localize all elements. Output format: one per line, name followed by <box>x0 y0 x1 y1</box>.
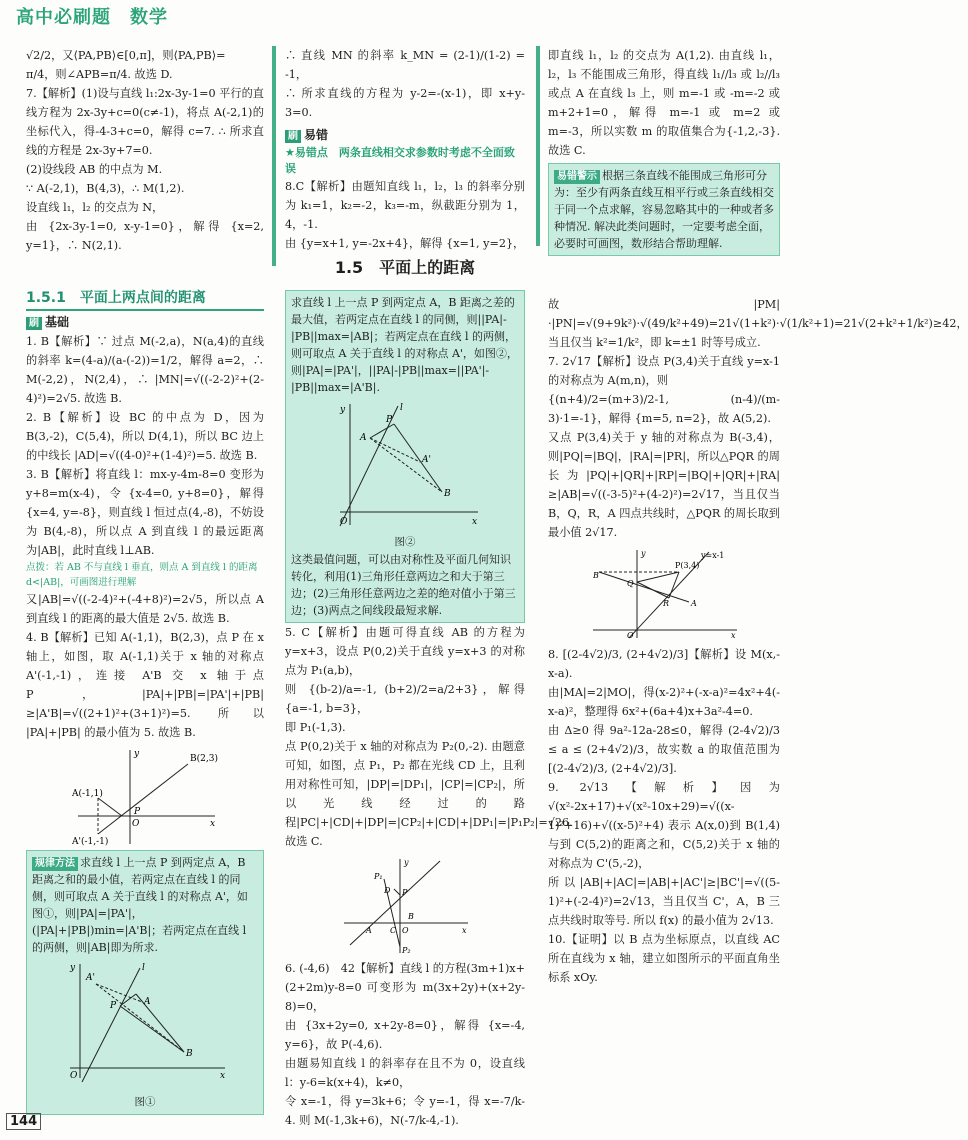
text-line: √2/2，又⟨PA,PB⟩∈[0,π]，则⟨PA,PB⟩= <box>26 49 226 62</box>
answer-6c: 由题易知直线 l 的斜率存在且不为 0，设直线 l：y-6=k(x+4)，k≠0， <box>285 1057 525 1089</box>
label-l: l <box>400 403 403 413</box>
label-a-prime: A' <box>86 973 95 983</box>
label-o: O <box>402 926 409 935</box>
label-y: y <box>404 858 409 867</box>
page-header-title: 高中必刷题 数学 <box>16 7 168 28</box>
label-p1: P₁ <box>374 872 383 881</box>
text-line: (2)设线段 AB 的中点为 M. <box>26 163 163 176</box>
label-o: O <box>340 517 348 527</box>
answer-6-cont: 故|PM|·|PN|=√(9+9k²)·√(49/k²+49)=21√(1+k²)·√(1/k²+1)=21√(2+k²+1/k²)≥42，当且仅当 k²=1/k²，即 k=±1 时等号成立. <box>548 298 968 349</box>
error-heading <box>285 126 525 145</box>
answer-7b: {(n+4)/2=(m+3)/2-1, (n-4)/(m-3)·1=-1}，解得 {m=5, n=2}，故 A(5,2). <box>548 393 780 425</box>
label-p: P <box>134 807 141 817</box>
text-line: ∴ 所求直线的方程为 y-2=-(x-1)，即 x+y-3=0. <box>285 87 525 119</box>
answer-5: 5. C【解析】由题可得直线 AB 的方程为 y=x+3，设点 P(0,2)关于直线 y=x+3 的对称点为 P₁(a,b)， <box>285 626 525 677</box>
column-left <box>26 46 264 1115</box>
basics-heading <box>26 313 264 332</box>
answer-3b: 又|AB|=√((-2-4)²+(-4+8)²)=2√5，所以点 A 到直线 l 的距离的最大值是 2√5. 故选 B. <box>26 593 264 625</box>
answer-7c: 又点 P(3,4)关于 y 轴的对称点为 B(-3,4)，则|PQ|=|BQ|，|RA|=|PR|，所以△PQR 的周长为|PQ|+|QR|+|RP|=|BQ|+|QR|+|RA|≥|AB|=√((-3-5)²+(4-2)²)=2√17，当且仅当 B，Q，R，A 四点共线时，△PQR 的周长取到最小值 2√17. <box>548 431 780 539</box>
figure-5 <box>340 855 470 955</box>
text-line: ∵ A(-2,1)，B(4,3)，∴ M(1,2). <box>26 182 185 195</box>
label-p2: P₂ <box>402 946 411 955</box>
method-box-continued <box>285 290 525 623</box>
answer-7: 7. 2√17【解析】设点 P(3,4)关于直线 y=x-1 的对称点为 A(m,n)，则 <box>548 355 780 387</box>
label-a: A <box>144 997 151 1007</box>
label-p: P <box>386 415 393 425</box>
label-a: A <box>366 926 372 935</box>
answer-8b: 由 {y=x+1, y=-2x+4}，解得 {x=1, y=2}， <box>285 237 525 250</box>
label-a-prime: A'(-1,-1) <box>72 837 109 847</box>
warning-text: 根据三条直线不能围成三角形可分为：至少有两条直线互相平行或三条直线相交于同一个点求解，容易忽略其中的一种或者多种情况. 解决此类问题时，一定要考虑全面，必要时可画图，数形结合帮助理解. <box>554 169 774 250</box>
figure-q4 <box>70 746 220 846</box>
label-b: B(2,3) <box>190 754 218 764</box>
figure-2 <box>330 400 480 530</box>
label-a: A(-1,1) <box>72 789 103 799</box>
label-b: B <box>408 912 414 921</box>
label-o: O <box>627 631 634 640</box>
label-a-prime: A' <box>422 455 431 465</box>
figure-1 <box>60 960 230 1090</box>
label-o: O <box>132 819 140 829</box>
answer-6d: 令 x=-1，得 y=3k+6；令 y=-1，得 x=-7/k-4. 则 M(-1,3k+6)，N(-7/k-4,-1). <box>285 1095 525 1127</box>
method-text: 求直线 l 上一点 P 到两定点 A，B 距离之和的最小值，若两定点在直线 l 的同侧，则可取点 A 关于直线 l 的对称点 A'，如图①，则|PA|=|PA'|，(|PA|+|PB|)min=|A'B|；若两定点在直线 l 的两侧，则|AB|即为所求. <box>32 856 248 954</box>
answer-2: 2. B【解析】设 BC 的中点为 D，因为 B(3,-2)，C(5,4)，所以 D(4,1)，所以 BC 边上的中线长 |AD|=√((4-0)²+(1-4)²)=5. 故选 B. <box>26 411 264 462</box>
figure-2-caption: 图② <box>394 536 416 548</box>
figure-1-caption: 图① <box>134 1096 156 1108</box>
column-middle <box>285 46 525 253</box>
label-x: x <box>462 926 467 935</box>
error-point: ★易错点 两条直线相交求参数时考虑不全面致误 <box>285 146 515 175</box>
warning-label: 易错警示 <box>554 170 600 184</box>
answer-10: 10.【证明】以 B 点为坐标原点，以直线 AC 所在直线为 x 轴，建立如图所示的平面直角坐标系 xOy. <box>548 933 780 984</box>
answer-3: 3. B【解析】将直线 l：mx-y-4m-8=0 变形为 y+8=m(x-4)，令 {x-4=0, y+8=0}，解得 {x=4, y=-8}，则直线 l 恒过点(4,-8)，不妨设为 B(4,-8)，所以点 A 到直线 l 的最远距离为|AB|，此时直线 l⊥AB. <box>26 468 264 557</box>
basics-badge: 刷 <box>26 317 42 330</box>
column-middle-lower <box>285 290 573 1130</box>
label-line: y=x-1 <box>701 551 725 560</box>
subsection-title: 1.5.1 平面上两点间的距离 <box>26 289 264 311</box>
label-a: A <box>360 433 367 443</box>
label-b: B <box>593 571 599 580</box>
label-b: B <box>444 489 451 499</box>
column-right <box>548 46 780 256</box>
method-label: 规律方法 <box>32 857 78 871</box>
text-line: ∴ 直线 MN 的斜率 k_MN = (2-1)/(1-2) = -1， <box>285 49 525 81</box>
label-y: y <box>134 749 140 759</box>
page-number-text: 144 <box>6 1113 41 1130</box>
label-r: R <box>663 599 670 608</box>
answer-5d: 点 P(0,2)关于 x 轴的对称点为 P₂(0,-2). 由题意可知，如图，点 P₁，P₂ 都在光线 CD 上，且利用对称性可知，|DP|=|DP₁|，|CP|=|CP₂|，所以光线经过的路程|PC|+|CD|+|DP|=|CP₂|+|CD|+|DP₁|=|P₁P₂|=√26. 故选 C. <box>285 740 573 848</box>
page-number <box>6 1112 41 1131</box>
label-b: B <box>186 1049 193 1059</box>
divider-right <box>536 46 540 246</box>
answer-5b: 则 {(b-2)/a=-1, (b+2)/2=a/2+3}，解得 {a=-1, b=3}， <box>285 683 525 715</box>
column-right-lower <box>548 295 968 987</box>
label-o: O <box>70 1071 78 1081</box>
label-p: P(3,4) <box>675 561 700 570</box>
label-y: y <box>70 963 76 973</box>
section-title: 1.5 平面上的距离 <box>334 258 476 277</box>
label-p: P <box>110 1001 117 1011</box>
label-x: x <box>472 517 478 527</box>
method-continued-text: 求直线 l 上一点 P 到两定点 A，B 距离之差的最大值，若两定点在直线 l 的同侧，则||PA|-|PB||max=|AB|；若两定点在直线 l 的两侧，则可取点 A 关于直线 l 的对称点 A'，如图②，则|PA|=|PA'|，||PA|-|PB||max=||PA'|-|PB||max=|A'B|. <box>291 296 518 394</box>
answer-9: 9. 2√13【解析】因为 √(x²-2x+17)+√(x²-10x+29)=√((x-1)²+16)+√((x-5)²+4) 表示 A(x,0)到 B(1,4)与到 C(5,2)的距离之和，C(5,2)关于 x 轴的对称点为 C'(5,-2)， <box>548 781 780 870</box>
label-d: D <box>384 886 391 895</box>
label-p: P <box>402 888 408 897</box>
answer-7: 7.【解析】(1)设与直线 l₁:2x-3y-1=0 平行的直线方程为 2x-3y+c=0(c≠-1)，将点 A(-2,1)的坐标代入，得-4-3+c=0，解得 c=7. ∴ 所求直线的方程是 2x-3y+7=0. <box>26 87 264 157</box>
label-c: C <box>390 926 397 935</box>
label-y: y <box>340 405 346 415</box>
summary-text: 这类最值问题，可以由对称性及平面几何知识转化，利用(1)三角形任意两边之和大于第三边；(2)三角形任意两边之差的绝对值小于第三边；(3)两点之间线段最短求解. <box>291 553 516 617</box>
warning-box <box>548 163 780 256</box>
label-l: l <box>142 963 145 973</box>
hint-note: 点拨：若 AB 不与直线 l 垂直，则点 A 到直线 l 的距离 d<|AB|，可画图进行理解 <box>26 562 258 588</box>
label-x: x <box>210 819 216 829</box>
answer-8: 8. [(2-4√2)/3, (2+4√2)/3]【解析】设 M(x,-x-a). <box>548 648 780 680</box>
text-line: π/4，则∠APB=π/4. 故选 D. <box>26 68 173 81</box>
answer-9b: 所以|AB|+|AC|=|AB|+|AC'|≥|BC'|=√((5-1)²+(-2-4)²)=2√13，当且仅当 C'，A，B 三点共线时取等号. 所以 f(x) 的最小值为 2√13. <box>548 876 780 927</box>
error-text: 易错 <box>304 128 329 142</box>
answer-1: 1. B【解析】∵ 过点 M(-2,a)，N(a,4)的直线的斜率 k=(4-a)/(a-(-2))=1/2，解得 a=2，∴ M(-2,2)，N(2,4)，∴ |MN|=√((-2-2)²+(2-4)²)=2√5. 故选 B. <box>26 335 264 405</box>
text-line: 设直线 l₁，l₂ 的交点为 N， <box>26 201 164 214</box>
answer-8c: 由 Δ≥0 得 9a²-12a-28≤0，解得 (2-4√2)/3 ≤ a ≤ (2+4√2)/3，故实数 a 的取值范围为 [(2-4√2)/3, (2+4√2)/3]. <box>548 724 780 775</box>
answer-8: 8.C【解析】由题知直线 l₁，l₂，l₃ 的斜率分别为 k₁=1，k₂=-2，k₃=-m，纵截距分别为 1，4，-1. <box>285 180 525 231</box>
label-a: A <box>691 599 697 608</box>
method-box <box>26 850 264 1115</box>
text-line: 由 {2x-3y-1=0, x-y-1=0}，解得 {x=2, y=1}，∴ N(2,1). <box>26 220 264 252</box>
answer-5c: 即 P₁(-1,3). <box>285 721 346 734</box>
answer-4: 4. B【解析】已知 A(-1,1)，B(2,3)，点 P 在 x 轴上，如图，取 A(-1,1)关于 x 轴的对称点 A'(-1,-1)，连接 A'B 交 x 轴于点 P，|PA|+|PB|=|PA'|+|PB|≥|A'B|=√((2+1)²+(3+1)²)=5. 所以 |PA|+|PB| 的最小值为 5. 故选 B. <box>26 631 264 739</box>
answer-8b: 由|MA|=2|MO|，得(x-2)²+(-x-a)²=4x²+4(-x-a)²，整理得 6x²+(6a+4)x+3a²-4=0. <box>548 686 780 718</box>
answer-6: 6. (-4,6) 42【解析】直线 l 的方程(3m+1)x+(2+2m)y-8=0 可变形为 m(3x+2y)+(x+2y-8)=0， <box>285 962 525 1013</box>
basics-text: 基础 <box>45 315 70 329</box>
figure-7 <box>589 546 739 641</box>
label-q: Q <box>627 579 634 588</box>
answer-8-cont: 即直线 l₁，l₂ 的交点为 A(1,2). 由直线 l₁，l₂，l₃ 不能围成三角形，得直线 l₁//l₃ 或 l₂//l₃ 或点 A 在直线 l₃ 上，则 m=-1 或 -m=-2 或 m+2+1=0，解得 m=-1 或 m=2 或 m=-3，所以实数 m 的取值集合为{-1,2,-3}. 故选 C. <box>548 49 780 157</box>
error-badge: 刷 <box>285 130 301 143</box>
divider-left <box>272 46 276 266</box>
label-x: x <box>731 631 736 640</box>
answer-6b: 由 {3x+2y=0, x+2y-8=0}，解得 {x=-4, y=6}，故 P(-4,6). <box>285 1019 525 1051</box>
label-x: x <box>220 1071 226 1081</box>
label-y: y <box>641 549 646 558</box>
